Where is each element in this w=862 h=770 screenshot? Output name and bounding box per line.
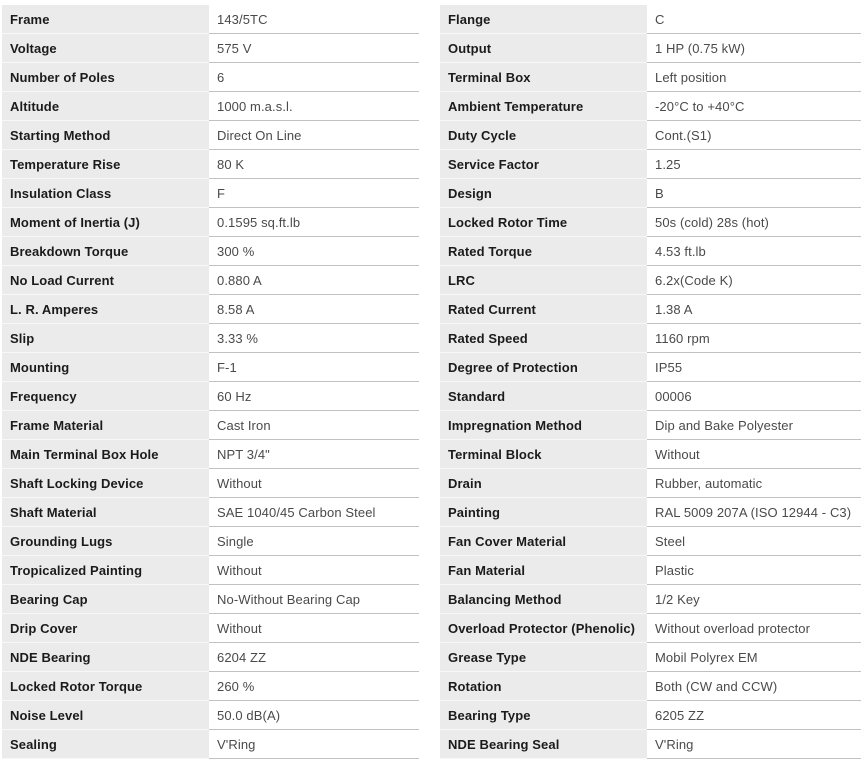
spec-row xyxy=(2,411,419,440)
spec-value: Without xyxy=(647,440,861,469)
spec-value: V'Ring xyxy=(209,730,419,759)
spec-row xyxy=(2,353,419,382)
spec-row xyxy=(440,92,861,121)
spec-label: Rated Current xyxy=(440,295,647,324)
spec-row xyxy=(440,150,861,179)
spec-row xyxy=(440,353,861,382)
spec-row xyxy=(440,701,861,730)
spec-label: Overload Protector (Phenolic) xyxy=(440,614,647,643)
spec-value: 575 V xyxy=(209,34,419,63)
spec-label: Standard xyxy=(440,382,647,411)
spec-value: 6204 ZZ xyxy=(209,643,419,672)
spec-row xyxy=(2,382,419,411)
spec-value: Direct On Line xyxy=(209,121,419,150)
spec-row xyxy=(2,469,419,498)
spec-label: Ambient Temperature xyxy=(440,92,647,121)
spec-value: 6 xyxy=(209,63,419,92)
spec-row xyxy=(2,672,419,701)
spec-row xyxy=(2,556,419,585)
spec-label: Sealing xyxy=(2,730,209,759)
spec-value: IP55 xyxy=(647,353,861,382)
spec-row xyxy=(2,730,419,759)
spec-label: Frame Material xyxy=(2,411,209,440)
spec-value: 00006 xyxy=(647,382,861,411)
spec-row xyxy=(440,556,861,585)
spec-row xyxy=(2,643,419,672)
spec-row xyxy=(440,585,861,614)
spec-row xyxy=(2,585,419,614)
spec-label: Altitude xyxy=(2,92,209,121)
spec-value: B xyxy=(647,179,861,208)
spec-row xyxy=(2,92,419,121)
spec-value: Both (CW and CCW) xyxy=(647,672,861,701)
spec-value: Cast Iron xyxy=(209,411,419,440)
spec-row xyxy=(2,498,419,527)
spec-row xyxy=(2,266,419,295)
spec-label: Fan Material xyxy=(440,556,647,585)
spec-label: Frequency xyxy=(2,382,209,411)
spec-label: Main Terminal Box Hole xyxy=(2,440,209,469)
spec-value: 0.880 A xyxy=(209,266,419,295)
spec-value: V'Ring xyxy=(647,730,861,759)
spec-value: 260 % xyxy=(209,672,419,701)
spec-label: Locked Rotor Torque xyxy=(2,672,209,701)
spec-label: Grease Type xyxy=(440,643,647,672)
spec-row xyxy=(440,266,861,295)
spec-label: NDE Bearing Seal xyxy=(440,730,647,759)
spec-label: Rotation xyxy=(440,672,647,701)
spec-value: 50s (cold) 28s (hot) xyxy=(647,208,861,237)
spec-label: Drip Cover xyxy=(2,614,209,643)
spec-label: Terminal Box xyxy=(440,63,647,92)
spec-value: 143/5TC xyxy=(209,5,419,34)
spec-value: Cont.(S1) xyxy=(647,121,861,150)
spec-value: 4.53 ft.lb xyxy=(647,237,861,266)
spec-value: Mobil Polyrex EM xyxy=(647,643,861,672)
spec-value: Left position xyxy=(647,63,861,92)
spec-value: 3.33 % xyxy=(209,324,419,353)
spec-label: Rated Torque xyxy=(440,237,647,266)
spec-label: Painting xyxy=(440,498,647,527)
spec-value: Single xyxy=(209,527,419,556)
spec-value: F-1 xyxy=(209,353,419,382)
spec-value: 60 Hz xyxy=(209,382,419,411)
spec-row xyxy=(2,701,419,730)
spec-label: L. R. Amperes xyxy=(2,295,209,324)
spec-value: Dip and Bake Polyester xyxy=(647,411,861,440)
spec-label: Starting Method xyxy=(2,121,209,150)
spec-row xyxy=(440,34,861,63)
spec-label: Moment of Inertia (J) xyxy=(2,208,209,237)
spec-row xyxy=(440,411,861,440)
spec-value: 1160 rpm xyxy=(647,324,861,353)
spec-label: No Load Current xyxy=(2,266,209,295)
spec-value: F xyxy=(209,179,419,208)
spec-row xyxy=(440,614,861,643)
spec-value: Without xyxy=(209,556,419,585)
spec-row xyxy=(2,614,419,643)
spec-label: Insulation Class xyxy=(2,179,209,208)
spec-value: No-Without Bearing Cap xyxy=(209,585,419,614)
spec-label: Drain xyxy=(440,469,647,498)
spec-label: Design xyxy=(440,179,647,208)
spec-value: Without overload protector xyxy=(647,614,861,643)
spec-value: 1.38 A xyxy=(647,295,861,324)
spec-label: Impregnation Method xyxy=(440,411,647,440)
spec-label: Fan Cover Material xyxy=(440,527,647,556)
spec-label: Number of Poles xyxy=(2,63,209,92)
spec-value: 50.0 dB(A) xyxy=(209,701,419,730)
spec-label: Noise Level xyxy=(2,701,209,730)
spec-label: Output xyxy=(440,34,647,63)
spec-row xyxy=(440,5,861,34)
spec-row xyxy=(2,237,419,266)
spec-label: Tropicalized Painting xyxy=(2,556,209,585)
spec-row xyxy=(2,150,419,179)
spec-row xyxy=(440,527,861,556)
spec-value: Without xyxy=(209,469,419,498)
spec-row xyxy=(440,440,861,469)
spec-row xyxy=(440,179,861,208)
spec-value: Steel xyxy=(647,527,861,556)
spec-label: Shaft Material xyxy=(2,498,209,527)
spec-row xyxy=(440,237,861,266)
spec-value: Plastic xyxy=(647,556,861,585)
spec-label: Mounting xyxy=(2,353,209,382)
spec-label: Breakdown Torque xyxy=(2,237,209,266)
spec-row xyxy=(440,643,861,672)
spec-value: 8.58 A xyxy=(209,295,419,324)
spec-label: Duty Cycle xyxy=(440,121,647,150)
spec-row xyxy=(440,121,861,150)
spec-row xyxy=(440,324,861,353)
spec-row xyxy=(2,208,419,237)
spec-label: LRC xyxy=(440,266,647,295)
spec-value: RAL 5009 207A (ISO 12944 - C3) xyxy=(647,498,861,527)
spec-row xyxy=(440,295,861,324)
spec-value: -20°C to +40°C xyxy=(647,92,861,121)
spec-row xyxy=(2,63,419,92)
spec-label: Bearing Type xyxy=(440,701,647,730)
spec-value: SAE 1040/45 Carbon Steel xyxy=(209,498,419,527)
spec-table-right xyxy=(440,5,861,770)
spec-label: Degree of Protection xyxy=(440,353,647,382)
spec-label: Temperature Rise xyxy=(2,150,209,179)
spec-row xyxy=(2,295,419,324)
spec-value: NPT 3/4" xyxy=(209,440,419,469)
spec-row xyxy=(440,382,861,411)
spec-value: 300 % xyxy=(209,237,419,266)
spec-value: C xyxy=(647,5,861,34)
spec-label: NDE Bearing xyxy=(2,643,209,672)
spec-row xyxy=(2,34,419,63)
spec-value: 0.1595 sq.ft.lb xyxy=(209,208,419,237)
spec-row xyxy=(2,440,419,469)
spec-label: Frame xyxy=(2,5,209,34)
spec-row xyxy=(440,498,861,527)
spec-row xyxy=(440,208,861,237)
spec-row xyxy=(440,672,861,701)
spec-label: Flange xyxy=(440,5,647,34)
spec-row xyxy=(440,63,861,92)
spec-value: Rubber, automatic xyxy=(647,469,861,498)
spec-label: Service Factor xyxy=(440,150,647,179)
spec-value: 80 K xyxy=(209,150,419,179)
spec-label: Grounding Lugs xyxy=(2,527,209,556)
spec-row xyxy=(440,469,861,498)
spec-table-left xyxy=(2,5,419,770)
spec-value: 1/2 Key xyxy=(647,585,861,614)
spec-value: 6.2x(Code K) xyxy=(647,266,861,295)
spec-label: Shaft Locking Device xyxy=(2,469,209,498)
spec-value: 1 HP (0.75 kW) xyxy=(647,34,861,63)
spec-value: 1000 m.a.s.l. xyxy=(209,92,419,121)
spec-row xyxy=(2,527,419,556)
spec-label: Rated Speed xyxy=(440,324,647,353)
spec-label: Locked Rotor Time xyxy=(440,208,647,237)
spec-label: Terminal Block xyxy=(440,440,647,469)
spec-label: Bearing Cap xyxy=(2,585,209,614)
spec-label: Slip xyxy=(2,324,209,353)
spec-row xyxy=(2,5,419,34)
spec-row xyxy=(2,121,419,150)
spec-value: Without xyxy=(209,614,419,643)
spec-row xyxy=(2,324,419,353)
spec-value: 1.25 xyxy=(647,150,861,179)
spec-row xyxy=(440,730,861,759)
spec-label: Voltage xyxy=(2,34,209,63)
spec-row xyxy=(2,179,419,208)
spec-label: Balancing Method xyxy=(440,585,647,614)
spec-value: 6205 ZZ xyxy=(647,701,861,730)
